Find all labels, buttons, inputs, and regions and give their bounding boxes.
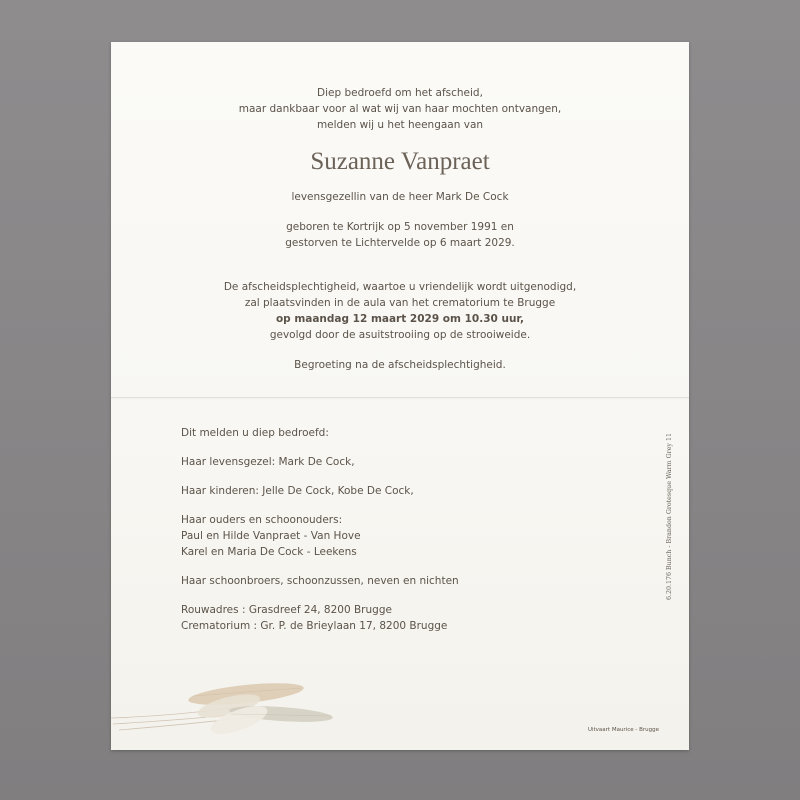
greeting-line: Begroeting na de afscheidsplechtigheid. <box>294 359 506 371</box>
parents-line: Paul en Hilde Vanpraet - Van Hove <box>181 530 361 542</box>
intro-line: melden wij u het heengaan van <box>316 119 484 131</box>
mourners-header: Dit melden u diep bedroefd: <box>181 427 329 439</box>
ceremony-after: gevolgd door de asuitstrooiing op de strooiweide. <box>269 329 531 341</box>
crematorium-line: Crematorium : Gr. P. de Brieylaan 17, 8200 Brugge <box>181 620 448 632</box>
ceremony-date: op maandag 12 maart 2029 om 10.30 uur, <box>275 313 525 325</box>
partner-mourner: Haar levensgezel: Mark De Cock, <box>181 456 355 468</box>
parents-label: Haar ouders en schoonouders: <box>181 514 343 526</box>
dried-grass-illustration <box>111 672 371 750</box>
children-mourners: Haar kinderen: Jelle De Cock, Kobe De Cock, <box>181 485 414 497</box>
footer-credit: Uitvaart Maurice - Brugge <box>587 727 659 733</box>
address-line: Rouwadres : Grasdreef 24, 8200 Brugge <box>181 604 392 616</box>
intro-line: maar dankbaar voor al wat wij van haar mochten ontvangen, <box>238 103 562 115</box>
card-fold-line <box>111 397 689 398</box>
parents-line: Karel en Maria De Cock - Leekens <box>181 546 357 558</box>
siblings-line: Haar schoonbroers, schoonzussen, neven en nichten <box>181 575 459 587</box>
card-top-section <box>111 85 689 373</box>
ceremony-line: De afscheidsplechtigheid, waartoe u vriendelijk wordt uitgenodigd, <box>223 281 577 293</box>
death-line: gestorven te Lichtervelde op 6 maart 2029. <box>285 237 515 249</box>
card-bottom-section <box>181 425 459 634</box>
ceremony-line: zal plaatsvinden in de aula van het crematorium te Brugge <box>244 297 556 309</box>
intro-line: Diep bedroefd om het afscheid, <box>317 87 483 99</box>
deceased-name: Suzanne Vanpraet <box>310 148 490 175</box>
birth-line: geboren te Kortrijk op 5 november 1991 en <box>286 221 514 233</box>
side-note-text: 6.20.176 Bunch - Brandon Grotesque Warm Grey 11 <box>666 433 673 600</box>
partner-line: levensgezellin van de heer Mark De Cock <box>291 191 509 203</box>
funeral-card <box>111 42 689 750</box>
